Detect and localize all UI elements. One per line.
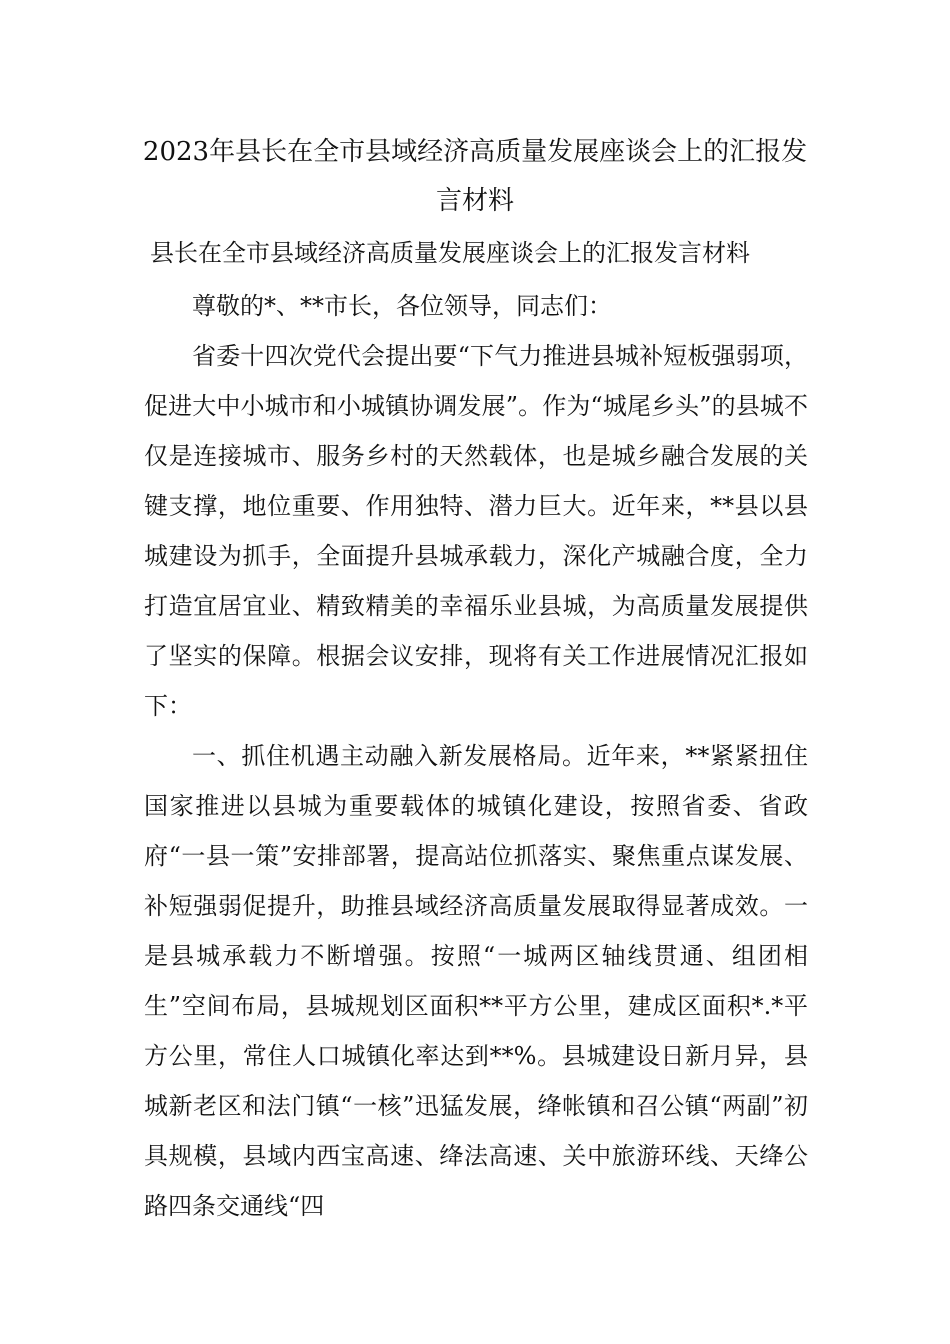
section-one-paragraph: 一、抓住机遇主动融入新发展格局。近年来，**紧紧扭住国家推进以县城为重要载体的城镇化建设，按照省委、省政府“一县一策”安排部署，提高站位抓落实、聚焦重点谋发展、补短强弱促提升，助推县域经济高质量发展取得显著成效。一是县城承载力不断增强。按照“一城两区轴线贯通、组团相生”空间布局，县城规划区面积**平方公里，建成区面积*.*平方公里，常住人口城镇化率达到**%。县城建设日新月异，县城新老区和法门镇“一核”迅猛发展，绛帐镇和召公镇“两副”初具规模，县域内西宝高速、绛法高速、关中旅游环线、天绛公路四条交通线“四 bbox=[144, 742, 808, 1220]
document-subtitle: 县长在全市县域经济高质量发展座谈会上的汇报发言材料 bbox=[150, 239, 750, 267]
document-title: 2023年县长在全市县域经济高质量发展座谈会上的汇报发言材料 bbox=[142, 137, 808, 216]
document-body bbox=[144, 281, 808, 1231]
salutation-paragraph: 尊敬的*、**市长，各位领导，同志们： bbox=[192, 292, 612, 320]
intro-paragraph: 省委十四次党代会提出要“下气力推进县城补短板强弱项，促进大中小城市和小城镇协调发展”。作为“城尾乡头”的县城不仅是连接城市、服务乡村的天然载体，也是城乡融合发展的关键支撑，地位重要、作用独特、潜力巨大。近年来，**县以县城建设为抓手，全面提升县城承载力，深化产城融合度，全力打造宜居宜业、精致精美的幸福乐业县城，为高质量发展提供了坚实的保障。根据会议安排，现将有关工作进展情况汇报如下： bbox=[144, 342, 808, 720]
